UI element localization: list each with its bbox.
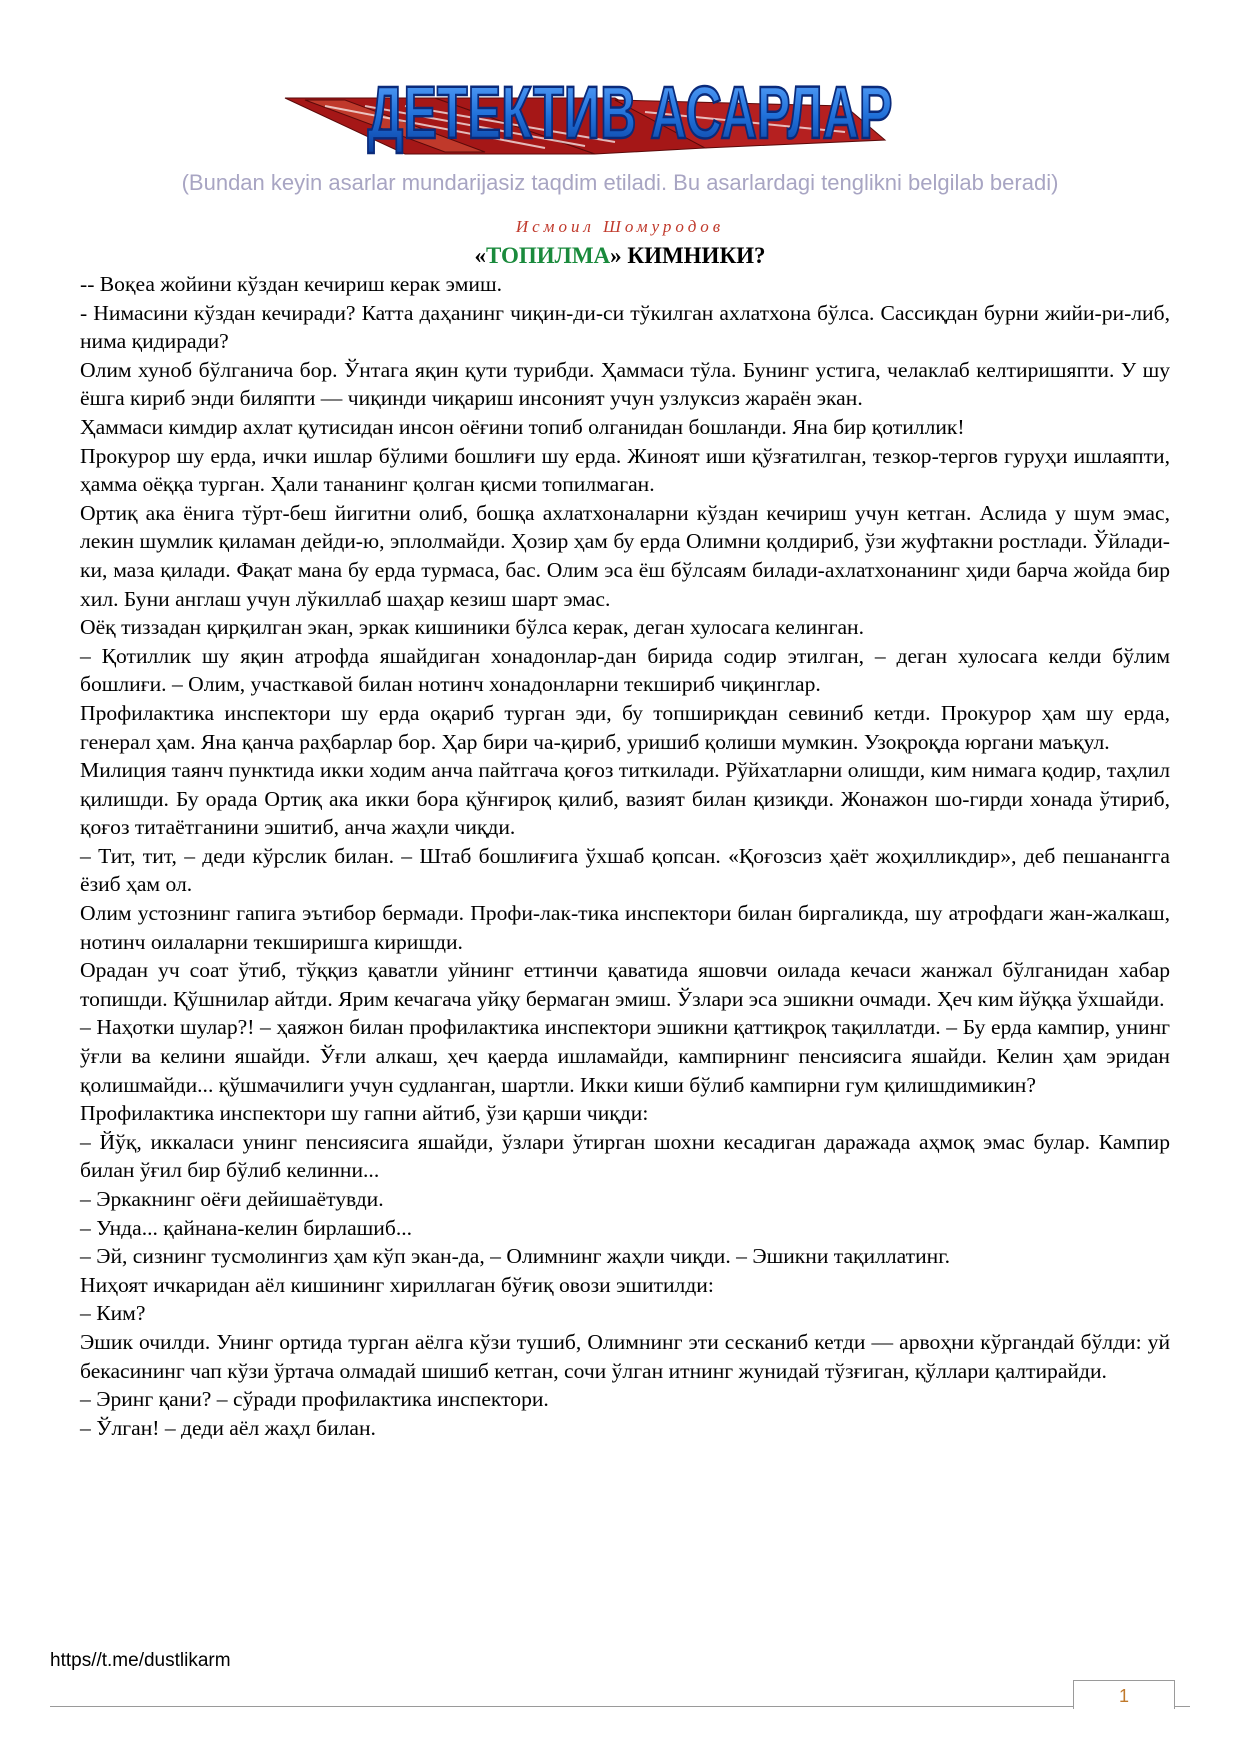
paragraph: – Эринг қани? – сўради профилактика инспектори. (80, 1387, 549, 1412)
paragraph: – Наҳотки шулар?! – ҳаяжон билан профилактика инспектори эшикни қаттиқроқ тақиллатди. – Бу ерда кампир, унинг ўғли ва келини яшайди. Ўғли алкаш, ҳеч қаерда ишламайди, кампирнинг пенсиясига яшайди. Келин ҳам эридан қолишмайди... қўшмачилиги учун судланган, шартли. Икки киши бўлиб кампирни гум қилишдимикин? (80, 1015, 1170, 1097)
banner-title: ДЕТЕКТИВ АСАРЛАР (367, 71, 893, 154)
footer-link[interactable]: https//t.me/dustlikarm (50, 1650, 231, 1671)
paragraph: Профилактика инспектори шу ерда оқариб турган эди, бу топшириқдан севиниб кетди. Прокурор ҳам шу ерда, генерал ҳам. Яна қанча раҳбарлар бор. Ҳар бири ча-қириб, уришиб қолиши мумкин. Узоқроқда юргани маъқул. (80, 700, 1170, 754)
paragraph: Ортиқ ака ёнига тўрт-беш йигитни олиб, бошқа ахлатхоналарни кўздан кечириш учун кетган. Аслида у шум эмас, лекин шумлик қиламан дейди-ю, эплолмайди. Ҳозир ҳам бу ерда Олимни қолдириб, ўзи жуфтакни ростлади. Ўйладики, маза қилади. Фақат мана бу ерда турмаса, бас. Олим эса ёш бўлсаям билади-ахлатхонанинг ҳиди барча жойда бир хил. Буни англаш учун лўкиллаб шаҳар кезиш шарт эмас. (80, 500, 1170, 611)
paragraph: – Тит, тит, – деди кўрслик билан. – Штаб бошлиғига ўхшаб қопсан. «Қоғозсиз ҳаёт жоҳилликдир», деб пешанангга ёзиб ҳам ол. (80, 843, 1170, 897)
paragraph: – Унда... қайнана-келин бирлашиб... (80, 1215, 413, 1240)
author-name: Исмоил Шомуродов (515, 217, 725, 236)
paragraph: - Нимасини кўздан кечиради? Катта даҳанинг чиқин-ди-си тўкилган ахлатхона бўлса. Сассиқдан бурни жийи-ри-либ, нима қидиради? (80, 300, 1170, 354)
title-accent-word: ТОПИЛМА (485, 243, 611, 268)
paragraph: Олим хуноб бўлганича бор. Ўнтага яқин қути турибди. Ҳаммаси тўла. Бунинг устига, челаклаб келтиришяпти. У шу ёшга кириб энди биляпти — чиқинди чиқариш инсоният учун узлуксиз жараён экан. (80, 357, 1170, 411)
paragraph: Прокурор шу ерда, ички ишлар бўлими бошлиғи шу ерда. Жиноят иши қўзғатилган, тезкор-тергов гуруҳи ишлаяпти, ҳамма оёққа турган. Ҳали тананинг қолган қисми топилмаган. (80, 443, 1170, 497)
title-quote-open: « (474, 243, 486, 268)
intro-note: (Bundan keyin asarlar mundarijasiz taqdim etiladi. Bu asarlardagi tenglikni belgilab beradi) (181, 170, 1059, 195)
paragraph: – Эркакнинг оёғи дейишаётувди. (80, 1187, 384, 1211)
paragraph: – Ким? (80, 1301, 146, 1326)
paragraph: – Ўлган! – деди аёл жаҳл билан. (80, 1415, 376, 1440)
paragraph: Орадан уч соат ўтиб, тўққиз қаватли уйнинг еттинчи қаватида яшовчи оилада кечаси жанжал бўлганидан хабар топишди. Қўшнилар айтди. Ярим кечагача уйқу бермаган эмиш. Ўзлари эса эшикни очмади. Ҳеч ким йўққа ўхшайди. (80, 958, 1170, 1011)
paragraph: Эшик очилди. Унинг ортида турган аёлга кўзи тушиб, Олимнинг эти сесканиб кетди — арвоҳни кўргандай бўлди: уй бекасининг чап кўзи ўртача олмадай шишиб кетган, сочи ўлган итнинг жунидай тўзғиган, қўллари қалтирайди. (80, 1329, 1170, 1383)
page-number: 1 (1118, 1686, 1129, 1706)
paragraph: Профилактика инспектори шу гапни айтиб, ўзи қарши чиқди: (80, 1101, 649, 1126)
story-body (80, 270, 1170, 1442)
wordart-banner (285, 66, 970, 186)
paragraph: -- Воқеа жойини кўздан кечириш керак эмиш. (80, 272, 502, 296)
paragraph: Оёқ тиззадан қирқилган экан, эркак кишиники бўлса керак, деган хулосага келинган. (80, 615, 865, 640)
paragraph: Ниҳоят ичкаридан аёл кишининг хириллаган бўғиқ овози эшитилди: (80, 1272, 714, 1297)
paragraph: – Қотиллик шу яқин атрофда яшайдиган хонадонлар-дан бирида содир этилган, – деган хулосага келди бўлим бошлиғи. – Олим, участкавой билан нотинч хонадонларни текшириб чиқинглар. (80, 643, 1170, 697)
story-title (0, 243, 1240, 269)
paragraph: Ҳаммаси кимдир ахлат қутисидан инсон оёғини топиб олганидан бошланди. Яна бир қотиллик! (80, 414, 965, 439)
paragraph: – Йўқ, иккаласи унинг пенсиясига яшайди, ўзлари ўтирган шохни кесадиган даражада аҳмоқ эмас булар. Кампир билан ўғил бир бўлиб келинни... (80, 1129, 1170, 1183)
paragraph: – Эй, сизнинг тусмолингиз ҳам кўп экан-да, – Олимнинг жаҳли чиқди. – Эшикни тақиллатинг. (80, 1244, 951, 1269)
banner-graphic (285, 66, 970, 186)
paragraph: Олим устознинг гапига эътибор бермади. Профи-лак-тика инспектори билан биргаликда, шу атрофдаги жан-жалкаш, нотинч оилаларни текширишга киришди. (80, 901, 1170, 954)
footer-divider (50, 1706, 1190, 1707)
title-rest: » КИМНИКИ? (610, 243, 766, 268)
paragraph: Милиция таянч пунктида икки ходим анча пайтгача қоғоз титкилади. Рўйхатларни олишди, ким нимага қодир, таҳлил қилишди. Бу орада Ортиқ ака икки бора қўнғироқ қилиб, вазият билан қизиқди. Жонажон шо-гирди хонада ўтириб, қоғоз титаётганини эшитиб, анча жаҳли чиқди. (80, 758, 1170, 840)
